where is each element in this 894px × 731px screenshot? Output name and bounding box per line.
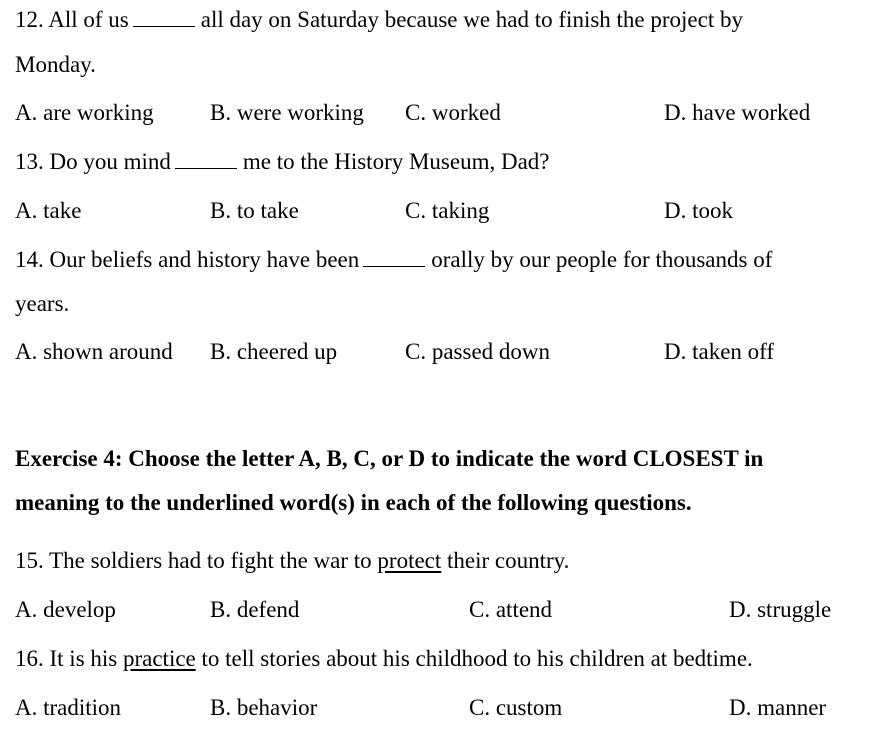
question-text: me to the History Museum, Dad?	[242, 149, 550, 174]
option-d: D. manner	[729, 695, 827, 720]
question-text: orally by our people for thousands of	[431, 247, 773, 272]
question-14-line-2: years.	[15, 291, 70, 316]
question-12-line-1	[15, 5, 743, 35]
option-d: D. struggle	[729, 597, 832, 622]
option-b: B. were working	[210, 100, 364, 125]
option-b: B. cheered up	[210, 339, 338, 364]
question-12-line-2: Monday.	[15, 52, 96, 77]
question-text: 13. Do you mind	[15, 149, 171, 174]
option-b: B. behavior	[210, 695, 318, 720]
answer-blank	[175, 148, 237, 169]
exercise-4-heading-line-1: Exercise 4: Choose the letter A, B, C, or D to indicate the word CLOSEST in	[15, 446, 764, 471]
question-text: all day on Saturday because we had to finish the project by	[200, 7, 743, 32]
question-15-line	[15, 546, 569, 576]
option-d: D. taken off	[664, 339, 775, 364]
question-14-line-1	[15, 245, 772, 275]
option-a: A. develop	[15, 597, 116, 622]
option-a: A. take	[15, 198, 82, 223]
underlined-word: practice	[122, 646, 196, 671]
question-text: 16. It is his	[15, 646, 118, 671]
option-c: C. custom	[469, 695, 563, 720]
question-text: 14. Our beliefs and history have been	[15, 247, 360, 272]
option-b: B. defend	[210, 597, 300, 622]
question-text: to tell stories about his childhood to his children at bedtime.	[201, 646, 753, 671]
exercise-4-heading-line-2: meaning to the underlined word(s) in each of the following questions.	[15, 490, 692, 515]
option-a: A. tradition	[15, 695, 122, 720]
question-text: 15. The soldiers had to fight the war to	[15, 548, 372, 573]
option-d: D. have worked	[664, 100, 811, 125]
option-b: B. to take	[210, 198, 299, 223]
option-d: D. took	[664, 198, 733, 223]
underlined-word: protect	[377, 548, 442, 573]
option-c: C. attend	[469, 597, 553, 622]
option-c: C. worked	[405, 100, 501, 125]
option-a: A. shown around	[15, 339, 173, 364]
question-text: 12. All of us	[15, 7, 129, 32]
question-16-line	[15, 644, 753, 674]
answer-blank	[363, 246, 425, 267]
answer-blank	[133, 6, 195, 27]
option-c: C. taking	[405, 198, 490, 223]
question-13-line-1	[15, 147, 550, 177]
question-text: their country.	[447, 548, 570, 573]
option-c: C. passed down	[405, 339, 551, 364]
option-a: A. are working	[15, 100, 154, 125]
